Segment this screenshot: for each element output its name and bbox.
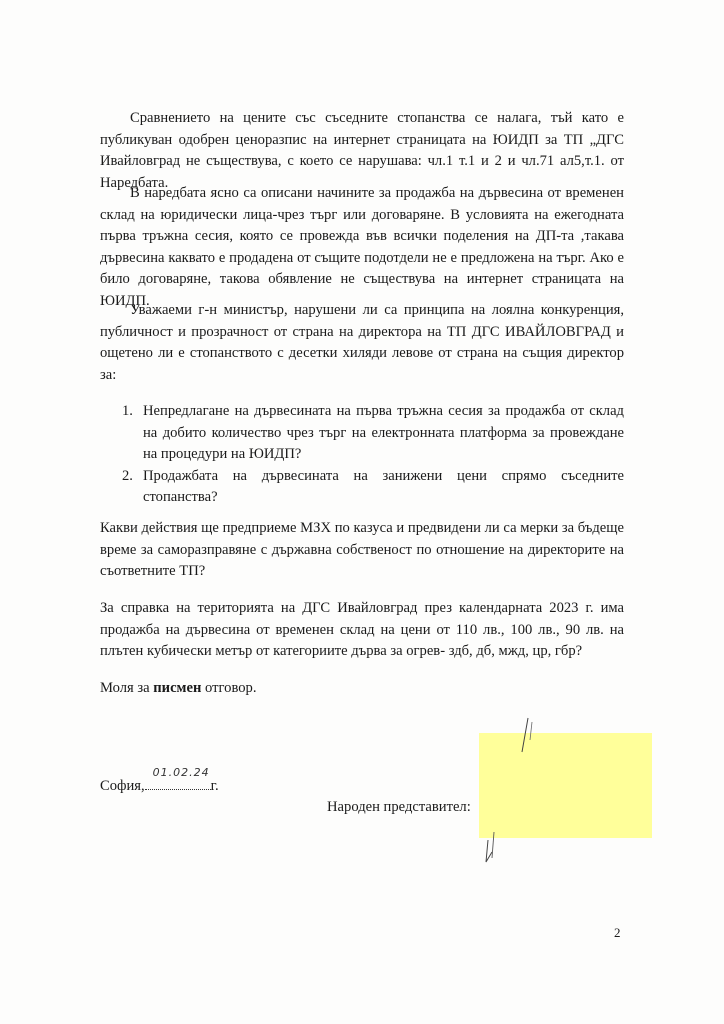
list-item-text: Продажбата на дървесината на занижени цени спрямо съседните стопанства? (143, 467, 624, 505)
paragraph-minister-question: Уважаеми г-н министър, нарушени ли са принципа на лоялна конкуренция, публичност и прозрачност от страна на директора на ТП ДГС ИВАЙЛОВГРАД и ощетено ли е стопанството с десетки хиляди левове от страна на същия директор за: (100, 302, 624, 383)
paragraph-price-comparison: Сравнението на цените със съседните стопанства се налага, тъй като е публикуван одобрен ценоразпис на интернет страницата на ЮИДП за ТП „ДГС Ивайловград не съществува, с което се нарушава: чл.1 т.1 и 2 и чл.71 ал5,т.1. от Наредбата. (100, 110, 624, 191)
representative-label: Народен представител: (327, 799, 471, 815)
list-item-number: 2. (122, 467, 133, 484)
page-number: 2 (614, 925, 621, 940)
year-suffix: г. (210, 778, 219, 794)
paragraph-request (100, 678, 624, 700)
list-item-number: 1. (122, 403, 133, 419)
paragraph-measures-question: Какви действия ще предприеме МЗХ по казуса и предвидени ли са мерки за бъдеще време за саморазправяне с държавна собственост по отношение на директорите на съответните ТП? (100, 520, 624, 579)
paragraph-reference-prices: За справка на територията на ДГС Ивайловград през календарната 2023 г. има продажба на дървесина от временен склад на цени от 110 лв., 100 лв., 90 лв. на плътен кубически метър от категориите дърва за огрев- здб, дб, мжд, цр, гбр? (100, 600, 624, 659)
date-dotted-field (145, 766, 211, 790)
request-prefix: Моля за (100, 680, 154, 696)
list-item-text: Непредлагане на дървесината на първа тръжна сесия за продажба от склад на добито количество чрез търг на електронната платформа за провеждане на процедури на ЮИДП? (143, 403, 624, 462)
place-date-line (100, 766, 219, 796)
city-label: София, (100, 778, 145, 794)
paragraph-regulation: В наредбата ясно са описани начините за продажба на дървесина от временен склад на юридически лица-чрез търг или договаряне. В условията на ежегодната първа тръжна сесия, която се провежда във всички поделения на ДП-та ,такава дървесина каквато е продадена от същите подотдели не е предложена на търг. Ако е било договаряне, такова обявление не съществува на интернет страницата на ЮИДП. (100, 185, 624, 309)
questions-list (100, 401, 624, 509)
list-item (100, 466, 624, 509)
list-item (100, 401, 624, 466)
handwritten-date: 01.02.24 (152, 766, 210, 779)
signature-mark (470, 712, 550, 872)
request-bold-word: писмен (153, 680, 202, 696)
request-suffix: отговор. (201, 680, 257, 696)
